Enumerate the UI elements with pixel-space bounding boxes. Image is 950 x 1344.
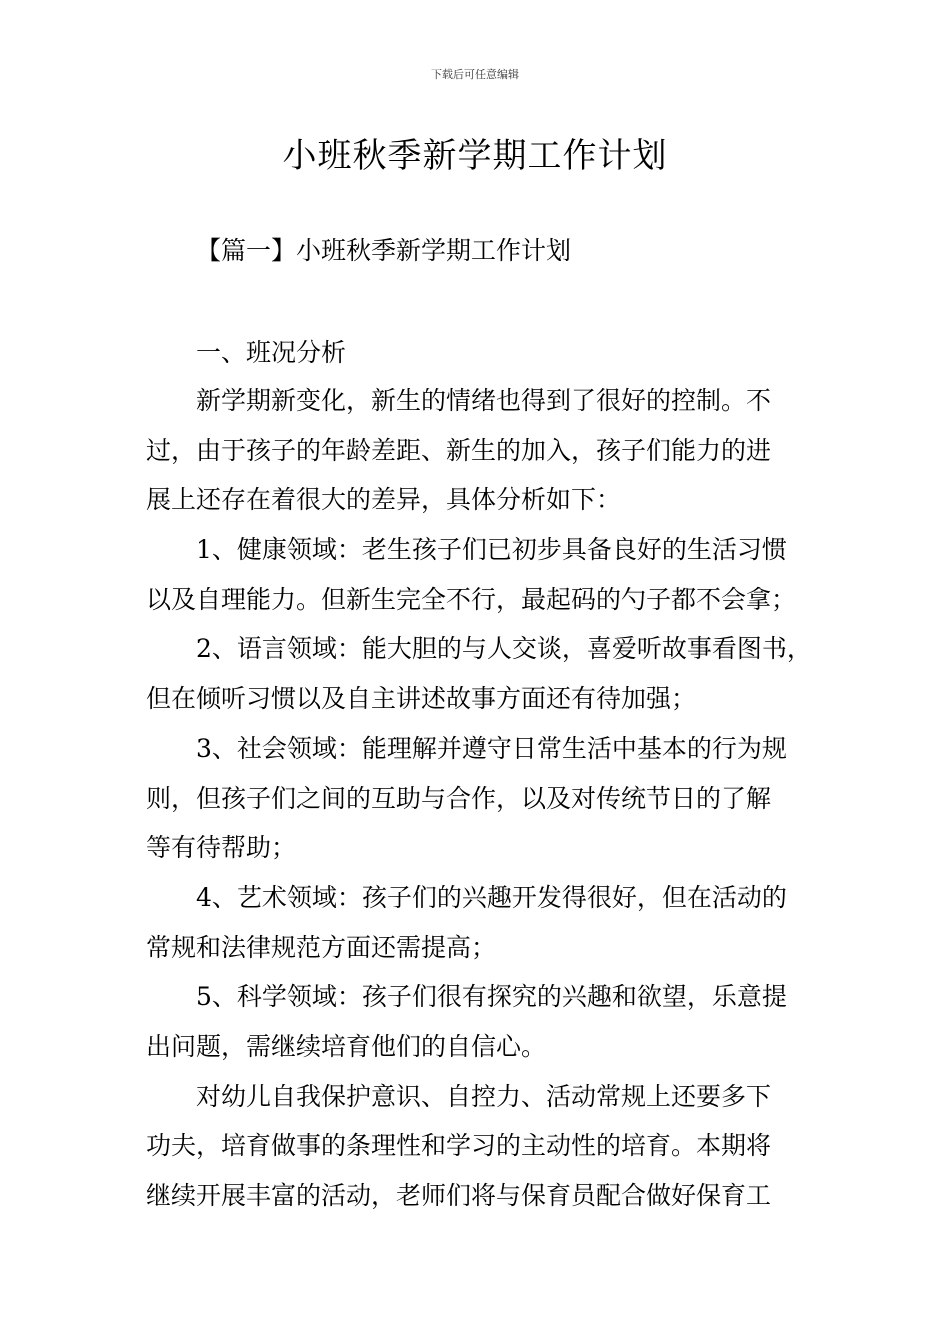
text-line: 展上还存在着很大的差异，具体分析如下： — [146, 485, 622, 515]
text-line: 过，由于孩子的年龄差距、新生的加入，孩子们能力的进 — [146, 435, 772, 465]
text-line: 等有待帮助； — [146, 833, 297, 863]
text-line: 2、语言领域：能大胆的与人交谈，喜爱听故事看图书， — [196, 634, 812, 664]
text-line: 3、社会领域：能理解并遵守日常生活中基本的行为规 — [196, 733, 787, 763]
text-line: 常规和法律规范方面还需提高； — [146, 932, 497, 962]
social-paragraph — [146, 724, 806, 873]
text-line: 以及自理能力。但新生完全不行，最起码的勺子都不会拿； — [146, 584, 797, 614]
header-note: 下载后可任意编辑 — [431, 68, 519, 81]
science-paragraph — [146, 972, 806, 1071]
text-line: 对幼儿自我保护意识、自控力、活动常规上还要多下 — [196, 1081, 772, 1111]
text-line: 继续开展丰富的活动，老师们将与保育员配合做好保育工 — [146, 1181, 772, 1210]
document-title: 小班秋季新学期工作计划 — [282, 136, 668, 176]
text-line: 5、科学领域：孩子们很有探究的兴趣和欲望，乐意提 — [196, 982, 787, 1012]
text-line: 功夫，培育做事的条理性和学习的主动性的培育。本期将 — [146, 1131, 772, 1161]
document-subtitle: 【篇一】小班秋季新学期工作计划 — [196, 236, 572, 265]
health-paragraph — [146, 525, 806, 624]
intro-paragraph — [146, 376, 806, 525]
text-line: 1、健康领域：老生孩子们已初步具备良好的生活习惯 — [196, 535, 787, 565]
art-paragraph — [146, 873, 806, 972]
text-line: 新学期新变化，新生的情绪也得到了很好的控制。不 — [196, 386, 772, 415]
language-paragraph — [146, 624, 812, 723]
section-heading: 一、班况分析 — [196, 338, 347, 367]
summary-paragraph — [146, 1072, 806, 1221]
document-body — [146, 376, 812, 1221]
text-line: 则，但孩子们之间的互助与合作，以及对传统节日的了解 — [146, 783, 772, 813]
text-line: 出问题，需继续培育他们的自信心。 — [146, 1031, 547, 1061]
text-line: 4、艺术领域：孩子们的兴趣开发得很好，但在活动的 — [196, 882, 787, 912]
text-line: 但在倾听习惯以及自主讲述故事方面还有待加强； — [146, 684, 697, 714]
